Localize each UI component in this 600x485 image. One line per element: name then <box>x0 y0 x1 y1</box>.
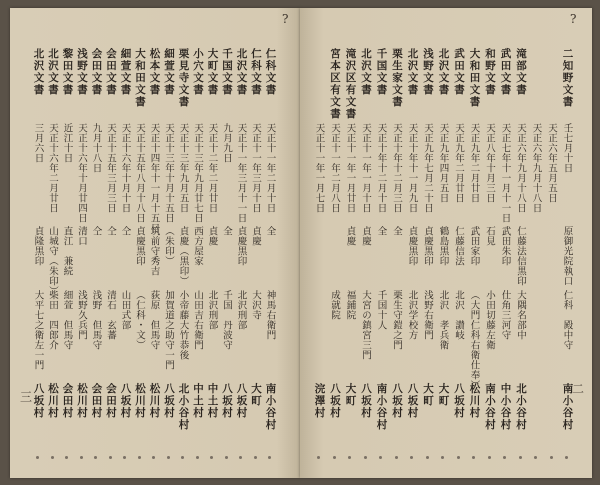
column-place: 八坂村 <box>329 383 341 419</box>
row-dot <box>379 456 382 459</box>
column-date: 天正十三年九月五日 <box>177 123 189 213</box>
column-date: 天正十五年三月三日 <box>105 123 116 213</box>
column-place: 会田村 <box>61 383 74 419</box>
column-recipient: 浅野 但馬守 <box>90 290 102 350</box>
column-place: 松川村 <box>148 383 161 419</box>
row-dot <box>239 456 242 459</box>
row-dot <box>441 456 444 459</box>
column-place: 大町 <box>250 383 262 407</box>
row-dot <box>488 456 491 459</box>
column-recipient: 細萱 但馬守 <box>61 290 73 350</box>
column-place: 松川村 <box>47 383 59 419</box>
column-recipient: 成就院 <box>329 290 340 320</box>
column-issuer: 原御光院執口 <box>561 226 573 286</box>
column-title: 和野文書 <box>484 48 496 96</box>
column-date: 天正十三年九月廿七日 <box>192 123 203 223</box>
column-recipient: 加賀道之助守一門 <box>163 290 174 370</box>
column-date: 天正九年四月五日 <box>437 123 449 203</box>
row-dot <box>317 456 320 459</box>
left-page <box>10 8 300 478</box>
column-place: 浣澤村 <box>313 383 326 419</box>
column-title: 北沢文書 <box>437 48 450 96</box>
column-place: 八坂村 <box>119 383 132 419</box>
column-title: 大和田文書 <box>468 48 481 108</box>
column-place: 八坂村 <box>406 383 419 419</box>
column-title: 大町文書 <box>206 48 219 96</box>
column-issuer: 貞慶 <box>360 226 371 246</box>
column-issuer: 貞慶 <box>344 226 356 246</box>
row-dot <box>181 456 184 459</box>
column-issuer: 清口 <box>76 226 87 246</box>
column-place: 八坂村 <box>32 383 45 419</box>
column-issuer: 貞慶黒印 <box>422 226 433 266</box>
row-dot <box>80 456 83 459</box>
column-place: 中土村 <box>206 383 219 419</box>
column-date: 天正十一年二月八日 <box>329 123 340 213</box>
column-issuer: 石見 <box>484 226 495 246</box>
column-recipient: 大平七之衛左一門 <box>32 290 44 370</box>
column-issuer: 仝 <box>90 226 102 236</box>
column-recipient: 大宮の鎮宮三門 <box>360 290 371 360</box>
column-date: 天正九年二月廿日 <box>453 123 464 203</box>
column-place: 会田村 <box>90 383 103 419</box>
column-title: 会田文書 <box>105 48 117 96</box>
column-place: 北小谷村 <box>177 383 190 431</box>
column-title: 細萱文書 <box>163 48 175 96</box>
column-place: 八坂村 <box>163 383 175 419</box>
column-place: 大町 <box>422 383 434 407</box>
column-recipient: （仁科・文） <box>134 290 145 350</box>
column-recipient: 千国十人 <box>375 290 387 330</box>
column-place: 八坂村 <box>453 383 465 419</box>
column-issuer: 仝 <box>119 226 131 236</box>
column-date: 壬七月十日 <box>561 123 573 173</box>
column-date: 天正十六年十月十日 <box>119 123 131 213</box>
row-dot <box>550 456 553 459</box>
column-issuer: 直江 兼続 <box>61 226 73 276</box>
column-recipient: 仕角三河守 <box>499 290 511 340</box>
column-date: 天正七年十一月十一日 <box>499 123 511 223</box>
row-dot <box>254 456 257 459</box>
column-title: 北沢文書 <box>406 48 419 96</box>
column-issuer: 貞慶黒印 <box>406 226 418 266</box>
column-date: 天正十二年二月廿日 <box>206 123 218 213</box>
column-place: 中土村 <box>192 383 204 419</box>
column-title: 黎田文書 <box>61 48 74 96</box>
column-place: 八坂村 <box>235 383 248 419</box>
row-dot <box>457 456 460 459</box>
row-dot <box>534 456 537 459</box>
column-recipient: 浅野右衛門 <box>422 290 433 340</box>
column-issuer: 貞慶黒印 <box>134 226 145 266</box>
column-title: 北沢文書 <box>32 48 45 96</box>
column-recipient: 神馬右衛門 <box>264 290 276 340</box>
column-title: 宮本区有文書 <box>329 48 341 120</box>
column-title: 栗生家文書 <box>391 48 403 108</box>
row-dot <box>51 456 54 459</box>
row-dot <box>65 456 68 459</box>
column-recipient: 大沢寺 <box>250 290 261 320</box>
column-date: 天正六年五月五日 <box>546 123 557 203</box>
column-issuer: 山城守（朱印） <box>47 226 58 296</box>
column-issuer: 筑前守秀吉 <box>148 226 160 276</box>
row-dot <box>196 456 199 459</box>
column-recipient: 北沢 孝兵衛 <box>437 290 449 350</box>
column-date: 天正十三年十月十五日 <box>163 123 174 223</box>
column-recipient: 山田吉右衛門 <box>192 290 203 350</box>
row-dot <box>519 456 522 459</box>
row-dot <box>395 456 398 459</box>
row-dot <box>123 456 126 459</box>
column-issuer: 貞慶 <box>206 226 218 246</box>
row-dot <box>410 456 413 459</box>
column-title: 松本文書 <box>148 48 161 96</box>
column-place: 南小谷村 <box>375 383 388 431</box>
column-place: 松川村 <box>76 383 88 419</box>
column-recipient: 福鋪院 <box>344 290 356 320</box>
column-recipient: 北沢刑部 <box>206 290 218 330</box>
column-title: 仁科文書 <box>250 48 262 96</box>
column-issuer: 全 <box>391 226 402 236</box>
column-recipient: 浅野久兵門 <box>76 290 87 340</box>
column-place: 中小谷村 <box>499 383 512 431</box>
column-place: 松川村 <box>134 383 146 419</box>
row-dot <box>138 456 141 459</box>
page-marker: ? <box>570 12 577 26</box>
column-place: 松川村 <box>468 383 481 419</box>
column-place: 八坂村 <box>360 383 372 419</box>
column-date: 天正八年十月三日 <box>484 123 495 203</box>
column-title: 仁科文書 <box>264 48 277 96</box>
column-issuer: 全 <box>264 226 276 236</box>
column-title: 浅野文書 <box>76 48 88 96</box>
column-recipient: 山田式部 <box>119 290 131 330</box>
page-number: 三 <box>20 390 33 404</box>
column-issuer: 貞慶 <box>250 226 261 246</box>
column-place: 南小谷村 <box>484 383 496 431</box>
column-recipient: 栗生守鎧之門 <box>391 290 402 350</box>
column-title: 北沢文書 <box>360 48 372 96</box>
column-date: 天正十一年三月十一日 <box>235 123 247 223</box>
column-issuer: 貞慶（黒印） <box>177 226 189 286</box>
column-recipient: 千国 丹波守 <box>221 290 232 350</box>
column-date: 三月六日 <box>32 123 44 163</box>
row-dot <box>36 456 39 459</box>
column-title: 滝沢区有文書 <box>344 48 357 120</box>
column-date: 天正十六年二月廿日 <box>47 123 58 213</box>
column-recipient: 仁科 殿中守 <box>561 290 573 350</box>
column-date: 天正十一年一月廿日 <box>344 123 356 213</box>
column-title: 北沢文書 <box>47 48 59 96</box>
row-dot <box>94 456 97 459</box>
column-title: 会田文書 <box>90 48 103 96</box>
column-recipient: 荻原 但馬守 <box>148 290 160 350</box>
column-date: 天正六年九月十八日 <box>530 123 542 213</box>
column-title: 武田文書 <box>453 48 465 96</box>
row-dot <box>364 456 367 459</box>
row-dot <box>348 456 351 459</box>
column-date: 天正十五年八月十八日 <box>134 123 145 223</box>
column-date: 天正十一年三月十日 <box>250 123 261 213</box>
column-issuer: 全 <box>221 226 232 236</box>
column-title: 千国文書 <box>221 48 233 96</box>
column-date: 天正九年七月二十日 <box>422 123 433 213</box>
row-dot <box>225 456 228 459</box>
column-date: 九月九日 <box>221 123 232 163</box>
row-dot <box>426 456 429 459</box>
row-dot <box>565 456 568 459</box>
column-recipient: （大門仁科右衛仕奉） <box>468 290 480 390</box>
column-place: 八坂村 <box>391 383 403 419</box>
column-place: 北小谷村 <box>515 383 527 431</box>
column-date: 九月十八日 <box>90 123 102 173</box>
column-title: 滝部文書 <box>515 48 527 96</box>
right-page <box>300 8 592 478</box>
column-issuer: （朱印） <box>163 226 174 266</box>
column-title: 浅野文書 <box>422 48 434 96</box>
column-date: 天正十四年十一月十五日 <box>148 123 160 233</box>
column-issuer: 仁藤法信黒印 <box>515 226 526 286</box>
row-dot <box>503 456 506 459</box>
column-issuer: 武田朱印 <box>499 226 511 266</box>
column-issuer: 仁藤信法 <box>453 226 464 266</box>
row-dot <box>152 456 155 459</box>
column-title: 北沢文書 <box>235 48 248 96</box>
column-issuer: 西方屋家 <box>192 226 203 266</box>
column-recipient: 北沢学校方 <box>406 290 418 340</box>
column-date: 天正十一年一月十日 <box>360 123 371 213</box>
column-date: 天正十年十二月十日 <box>375 123 387 213</box>
column-recipient: 小田切藤左衛 <box>484 290 495 350</box>
row-dot <box>210 456 213 459</box>
column-recipient: 北沢 讃岐 <box>453 290 464 340</box>
column-recipient: 大隅名部中 <box>515 290 526 340</box>
column-issuer: 全 <box>375 226 387 236</box>
column-title: 細萱文書 <box>119 48 132 96</box>
column-date: 天正十年十一月九日 <box>406 123 418 213</box>
column-date: 天正十年十二月三日 <box>391 123 402 213</box>
row-dot <box>167 456 170 459</box>
column-place: 大町 <box>344 383 357 407</box>
page-marker: ? <box>282 12 289 26</box>
column-issuer: 貞慶黒印 <box>235 226 247 266</box>
column-recipient: 柴田 四郎介 <box>47 290 58 350</box>
column-date: 天正九年二月廿日 <box>468 123 480 203</box>
column-recipient: 北沢刑部 <box>235 290 247 330</box>
row-dot <box>109 456 112 459</box>
column-place: 大町 <box>437 383 450 407</box>
row-dot <box>333 456 336 459</box>
column-date: 近江十日 <box>61 123 73 163</box>
column-title: 大和田文書 <box>134 48 146 108</box>
column-recipient: 小帝藤大竹恭後 <box>177 290 189 360</box>
column-title: 武田文書 <box>499 48 512 96</box>
column-place: 南小谷村 <box>561 383 574 431</box>
column-place: 南小谷村 <box>264 383 277 431</box>
column-place: 八坂村 <box>221 383 233 419</box>
column-issuer: 貞隆黒印 <box>32 226 44 266</box>
row-dot <box>268 456 271 459</box>
column-date: 天正六年九月十八日 <box>515 123 526 213</box>
page-number: 二 <box>572 382 585 396</box>
column-date: 天正十六年十月廿四日 <box>76 123 87 223</box>
row-dot <box>472 456 475 459</box>
column-title: 栗見寺文書 <box>177 48 190 108</box>
column-title: 千国文書 <box>375 48 388 96</box>
column-title: 小穴文書 <box>192 48 204 96</box>
column-title: 二知野文書 <box>561 48 574 108</box>
column-issuer: 鶴島黒印 <box>437 226 449 266</box>
column-issuer: 仝 <box>105 226 116 236</box>
column-issuer: 武田家印 <box>468 226 480 266</box>
column-date: 天正十一年二月十日 <box>264 123 276 213</box>
column-place: 会田村 <box>105 383 117 419</box>
column-recipient: 清石 玄蕃 <box>105 290 116 340</box>
column-date: 天正十一年一月七日 <box>313 123 325 213</box>
